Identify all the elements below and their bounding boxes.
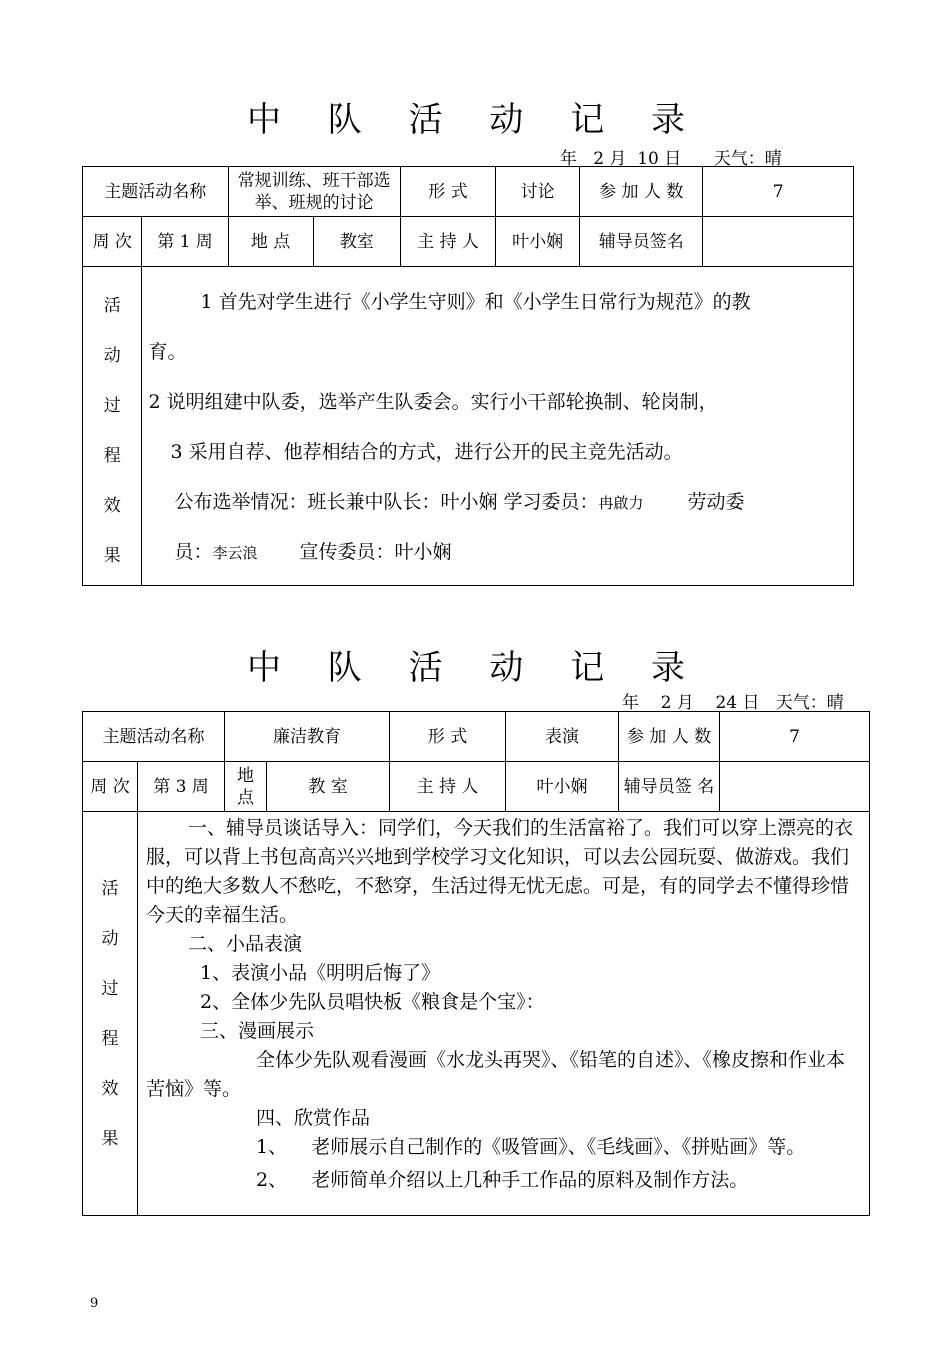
side-char: 动 [101, 928, 119, 949]
labor-committee-name: 李云浪 [212, 544, 258, 562]
content-line [148, 477, 847, 527]
side-char: 活 [103, 296, 121, 316]
content-line: 育。 [148, 341, 187, 363]
record2-form-label: 形 式 [390, 712, 506, 762]
propaganda-committee: 宣传委员：叶小娴 [299, 541, 452, 563]
page-number: 9 [90, 1296, 99, 1311]
side-char: 程 [103, 446, 121, 466]
record2-form-value: 表演 [506, 712, 619, 762]
record1-form-label: 形 式 [400, 167, 495, 217]
record2-theme-label: 主题活动名称 [83, 712, 225, 762]
content-paragraph: 四、欣赏作品 [256, 1107, 371, 1129]
content-paragraph: 三、漫画展示 [200, 1020, 315, 1042]
record1-theme-value: 常规训练、班干部选举、班规的讨论 [228, 167, 400, 217]
content-paragraph: 2、全体少先队员唱快板《粮食是个宝》： [200, 991, 545, 1013]
labor-committee-label-cont: 员： [174, 541, 213, 563]
content-paragraph: 1、表演小品《明明后悔了》 [200, 962, 441, 984]
record1-counselor-label: 辅导员签名 [580, 217, 703, 267]
record2-place-label: 地 点 [225, 762, 267, 812]
study-committee-name: 冉啟力 [598, 494, 644, 512]
record1-counselor-signature [703, 217, 854, 267]
record2-host-label: 主 持 人 [390, 762, 506, 812]
record1-host-value: 叶小娴 [496, 217, 580, 267]
side-char: 果 [103, 546, 121, 566]
content-line: 3 采用自荐、他荐相结合的方式，进行公开的民主竞先活动。 [170, 441, 683, 463]
record2-participants-label: 参 加 人 数 [619, 712, 720, 762]
record2-activity-side-label [83, 812, 138, 1216]
record2-week-label: 周 次 [83, 762, 138, 812]
record1-activity-side-label [83, 267, 142, 586]
content-paragraph: 1、 老师展示自己制作的《吸管画》、《毛线画》、《拼贴画》等。 [256, 1136, 806, 1158]
record2-week-value: 第 3 周 [138, 762, 225, 812]
side-char: 过 [101, 978, 119, 999]
record2-place-value: 教 室 [267, 762, 390, 812]
record1-table [82, 166, 854, 586]
labor-committee-label: 劳动委 [687, 491, 745, 513]
record1-form-value: 讨论 [496, 167, 580, 217]
content-line [148, 527, 847, 577]
record2-title: 中 队 活 动 记 录 [246, 648, 704, 688]
side-char: 活 [101, 878, 119, 899]
side-char: 果 [101, 1128, 119, 1149]
record1-date-weather: 年 2 月 10 日 天气：晴 [560, 149, 782, 169]
record2-table [82, 711, 870, 1216]
record2-counselor-signature [720, 762, 870, 812]
election-text: 公布选举情况：班长兼中队长：叶小娴 学习委员： [174, 491, 599, 513]
side-char: 效 [101, 1078, 119, 1099]
content-paragraph: 全体少先队观看漫画《水龙头再哭》、《铅笔的自述》、《橡皮擦和作业本苦恼》等。 [146, 1049, 846, 1100]
record2-theme-value: 廉洁教育 [225, 712, 390, 762]
content-paragraph: 2、 老师简单介绍以上几种手工作品的原料及制作方法。 [256, 1169, 749, 1191]
record1-participants-label: 参 加 人 数 [580, 167, 703, 217]
content-line: 2 说明组建中队委，选举产生队委会。实行小干部轮换制、轮岗制， [148, 391, 718, 413]
record1-theme-label: 主题活动名称 [83, 167, 229, 217]
record1-participants-value: 7 [703, 167, 854, 217]
record1-title: 中 队 活 动 记 录 [246, 100, 704, 140]
record1-activity-content [142, 267, 854, 586]
content-line: 1 首先对学生进行《小学生守则》和《小学生日常行为规范》的教 [200, 291, 751, 313]
record1-week-label: 周 次 [83, 217, 142, 267]
record1-week-value: 第 1 周 [142, 217, 228, 267]
side-char: 效 [103, 496, 121, 516]
side-char: 过 [103, 396, 121, 416]
record2-counselor-label: 辅导员签 名 [619, 762, 720, 812]
record1-place-label: 地 点 [228, 217, 313, 267]
side-char: 动 [103, 346, 121, 366]
record1-host-label: 主 持 人 [400, 217, 495, 267]
record2-participants-value: 7 [720, 712, 870, 762]
record2-activity-content [138, 812, 870, 1216]
content-paragraph: 一、辅导员谈话导入：同学们，今天我们的生活富裕了。我们可以穿上漂亮的衣服，可以背上书包高高兴兴地到学校学习文化知识，可以去公园玩耍、做游戏。我们中的绝大多数人不愁吃，不愁穿，生活过得无忧无虑。可是，有的同学去不懂得珍惜今天的幸福生活。 [146, 817, 854, 926]
record2-date-weather: 年 2 月 24 日 天气：晴 [622, 693, 844, 713]
side-char: 程 [101, 1028, 119, 1049]
record2-host-value: 叶小娴 [506, 762, 619, 812]
record1-place-value: 教室 [313, 217, 400, 267]
content-paragraph: 二、小品表演 [188, 933, 303, 955]
